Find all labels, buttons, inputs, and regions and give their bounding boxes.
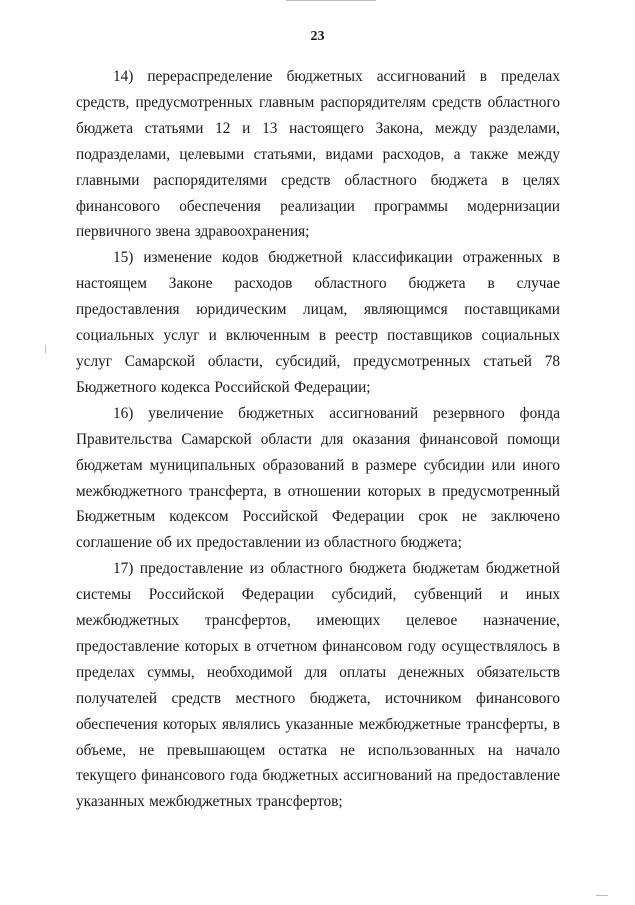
- paragraph-item-16: 16) увеличение бюджетных ассигнований резервного фонда Правительства Самарской области для оказания финансовой помощи бюджетам муниципальных образований в размере субсидии или иного межбюджетного трансферта, в отношении которых в предусмотренный Бюджетным кодексом Российской Федерации срок не заключено соглашение об их предоставлении из областного бюджета;: [76, 404, 560, 552]
- paragraph-item-14: 14) перераспределение бюджетных ассигнований в пределах средств, предусмотренных главным распорядителям средств областного бюджета статьями 12 и 13 настоящего Закона, между разделами, подразделами, целевыми статьями, видами расходов, а также между главными распорядителями средств областного бюджета в целях финансового обеспечения реализации программы модернизации первичного звена здравоохранения;: [76, 68, 560, 241]
- scan-artifact-top: [286, 0, 376, 1]
- scan-artifact-bottom-right: [596, 895, 608, 896]
- scan-artifact-left: [45, 345, 46, 353]
- page-number: 23: [310, 29, 325, 44]
- document-body: [76, 64, 560, 815]
- paragraph-item-17: 17) предоставление из областного бюджета бюджетам бюджетной системы Российской Федерации субсидий, субвенций и иных межбюджетных трансфертов, имеющих целевое назначение, предоставление которых в отчетном финансовом году осуществлялось в пределах суммы, необходимой для оплаты денежных обязательств получателей средств местного бюджета, источником финансового обеспечения которых являлись указанные межбюджетные трансферты, в объеме, не превышающем остатка не использованных на начало текущего финансового года бюджетных ассигнований на предоставление указанных межбюджетных трансфертов;: [76, 560, 560, 811]
- paragraph-item-15: 15) изменение кодов бюджетной классификации отраженных в настоящем Законе расходов областного бюджета в случае предоставления юридическим лицам, являющимся поставщиками социальных услуг и включенным в реестр поставщиков социальных услуг Самарской области, субсидий, предусмотренных статьей 78 Бюджетного кодекса Российской Федерации;: [76, 249, 560, 396]
